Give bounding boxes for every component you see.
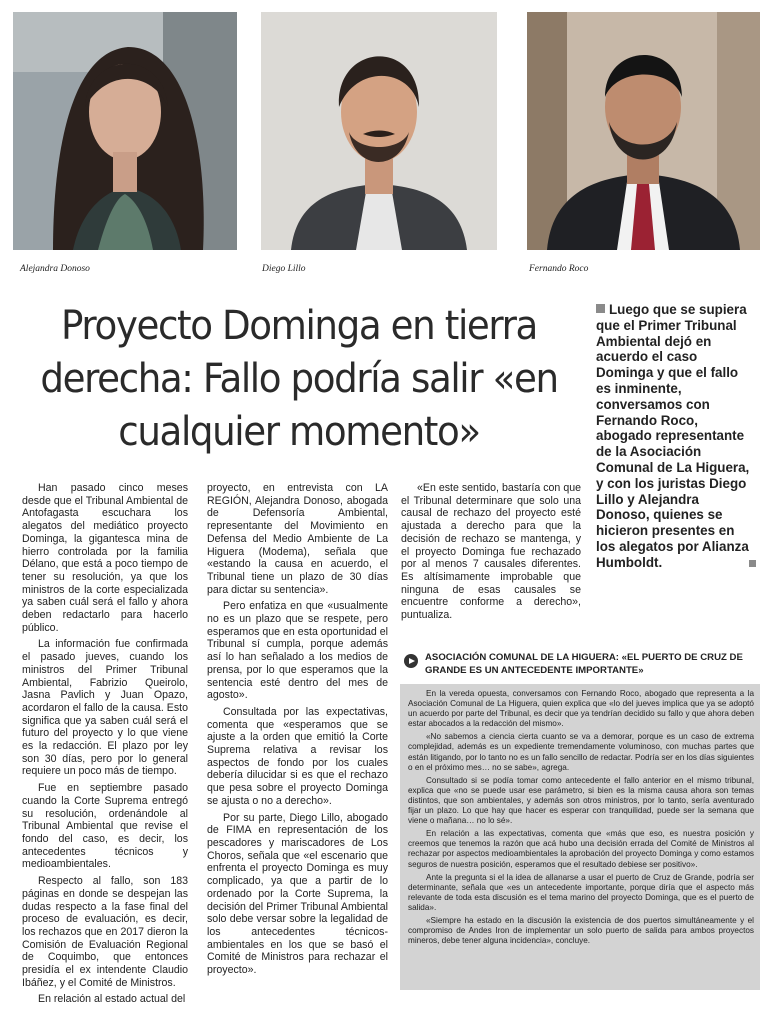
end-square-icon [749, 560, 756, 567]
paragraph: Fue en septiembre pasado cuando la Corte Suprema entregó su resolución, ordenándole al Tribunal Ambiental que revise el fondo del caso, es decir, los antecedentes técnicos y medioambientales. [22, 782, 188, 871]
photo-fernando-roco [527, 12, 760, 250]
paragraph: «En este sentido, bastaría con que el Tribunal determinare que solo una causal de rechazo del proyecto esté ajustada a derecho para que la decisión de rechazo se mantenga, y el proyecto Dominga fue rechazado por al menos 7 causales diferentes. Es altísimamente improbable que ninguna de esas causales se encuentre conforme a derecho», puntualiza. [401, 482, 581, 622]
paragraph: Respecto al fallo, son 183 páginas en donde se despejan las dudas respecto a la fase final del proceso de evaluación, es decir, los rechazos que en 2017 dieron la Comisión de Evaluación Regional de Coquimbo, que entonces presidía el ex intendente Claudio Ibáñez, y el Comité de Ministros. [22, 875, 188, 989]
body-column-3 [401, 482, 581, 626]
play-circle-icon [404, 654, 418, 668]
body-column-1 [22, 482, 188, 1010]
box-paragraph: «Siempre ha estado en la discusión la existencia de dos puertos simultáneamente y el compromiso de Andes Iron de implementar un solo puerto de salida para ambos proyectos mineros, debe tener alguna incidencia», concluye. [408, 915, 754, 946]
lead-box [596, 302, 756, 571]
lead-text: Luego que se supiera que el Primer Tribunal Ambiental dejó en acuerdo el caso Dominga y que el fallo es inminente, conversamos con Fernando Roco, abogado representante de la Asociación Comunal de La Higuera, y con los juristas Diego Lillo y Alejandra Donoso, quienes se hicieron presentes en los alegatos por Alianza Humboldt. [596, 302, 750, 570]
paragraph: proyecto, en entrevista con LA REGIÓN, Alejandra Donoso, abogada de Defensoría Ambiental, representante del Movimiento en Defensa del Medio Ambiente de La Higuera (Modema), señala que «estando la causa en acuerdo, el Tribunal tiene un plazo de 30 días para dictar su sentencia». [207, 482, 388, 596]
sidebar-box-title: ASOCIACIÓN COMUNAL DE LA HIGUERA: «EL PUERTO DE CRUZ DE GRANDE ES UN ANTECEDENTE IMPORTANTE» [425, 652, 743, 676]
photo-diego-lillo [261, 12, 497, 250]
box-paragraph: Consultado si se podía tomar como antecedente el fallo anterior en el mismo tribunal, explica que «no se puede usar ese parámetro, si bien es la misma causa ahora son temas distintos, que son ambientales, y además son otros ministros, por lo tanto, sería aventurado fijar un plazo. Lo que hay que hacer es esperar con tranquilidad, puede ser la semana que viene o mañana… no lo sé». [408, 775, 754, 826]
caption-alejandra-donoso: Alejandra Donoso [20, 264, 90, 274]
box-paragraph: «No sabemos a ciencia cierta cuanto se va a demorar, porque es un caso de extrema complejidad, además es un expediente tremendamente voluminoso, con muchas partes que están litigando, por lo tanto no es un fallo sencillo de redactar. Podría ser en los días siguientes o en el próximo mes… no se sabe», agrega. [408, 732, 754, 772]
paragraph: En relación al estado actual del [38, 993, 186, 1006]
paragraph: La información fue confirmada el pasado jueves, cuando los ministros del Primer Tribunal Ambiental, Fabrizio Queirolo, Jasna Pavlich y Juan Opazo, acordaron el fallo de la causa. Esto significa que ya saben cuál será el futuro del proyecto y lo que viene es la redacción. El plazo por ley son 30 días, pero por lo general requiere un poco más de tiempo. [22, 638, 188, 778]
box-paragraph: En la vereda opuesta, conversamos con Fernando Roco, abogado que representa a la Asociación Comunal de La Higuera, quien explica que «lo del jueves implica que ya se adoptó un acuerdo por parte del Tribunal, es decir que ya tendrían decidido su fallo y que ahora deben estar abocados a la redacción del mismo». [408, 689, 754, 729]
caption-diego-lillo: Diego Lillo [262, 264, 306, 274]
box-paragraph: En relación a las expectativas, comenta que «más que eso, es nuestra posición y creemos que tenemos la razón que acá hubo una decisión errada del Comité de Ministros al rechazar por aspectos medioambientales la aprobación del proyecto Dominga y como estamos seguros de nuestra posición, esperamos que el resultado debiese ser positivo». [408, 829, 754, 869]
body-column-2 [207, 482, 388, 981]
photo-alejandra-donoso [13, 12, 237, 250]
headline: Proyecto Dominga en tierra derecha: Fallo podría salir «en cualquier momento» [40, 303, 558, 455]
paragraph: Han pasado cinco meses desde que el Tribunal Ambiental de Antofagasta escuchara los alegatos del mediático proyecto Dominga, la gigantesca mina de hierro controlada por la familia Délano, que está a poco tiempo de tener su resolución, ya que los ministros de la corte especializada ya saben cuál será el fallo y ahora deben redactarlo para hacerlo público. [22, 482, 188, 634]
paragraph: Consultada por las expectativas, comenta que «esperamos que se ajuste a la orden que emitió la Corte Suprema relativa a revisar los aspectos de fondo por los cuales debería dilucidar si es que el rechazo que pesa sobre el proyecto Dominga se ajusta o no a derecho». [207, 705, 388, 807]
paragraph: Pero enfatiza en que «usualmente no es un plazo que se respete, pero esperamos que en esta oportunidad el Tribunal sí cumpla, porque además así lo han señalado a los medios de prensa, por lo que esperamos que la sentencia esté dentro del mes de agosto». [207, 600, 388, 702]
sidebar-box [400, 684, 760, 990]
caption-fernando-roco: Fernando Roco [529, 264, 589, 274]
paragraph: Por su parte, Diego Lillo, abogado de FIMA en representación de los pescadores y mariscadores de Los Choros, señala que «el escenario que enfrenta el proyecto Dominga es muy complicado, ya que a partir de lo ordenado por la Corte Suprema, la decisión del Primer Tribunal Ambiental solo debe versar sobre la legalidad de los antecedentes técnicos-ambientales en los que se basó el Comité de Ministros para rechazar el proyecto». [207, 811, 388, 977]
box-paragraph: Ante la pregunta si el la idea de allanarse a usar el puerto de Cruz de Grande, podría ser determinante, señala que «es un antecedente importante, porque diría que el aspecto más relevante de toda esta discusión es el tema marino del proyecto Dominga, que es el puerto de salida». [408, 872, 754, 912]
sidebar-box-header [404, 652, 760, 682]
bullet-square-icon [596, 304, 605, 313]
